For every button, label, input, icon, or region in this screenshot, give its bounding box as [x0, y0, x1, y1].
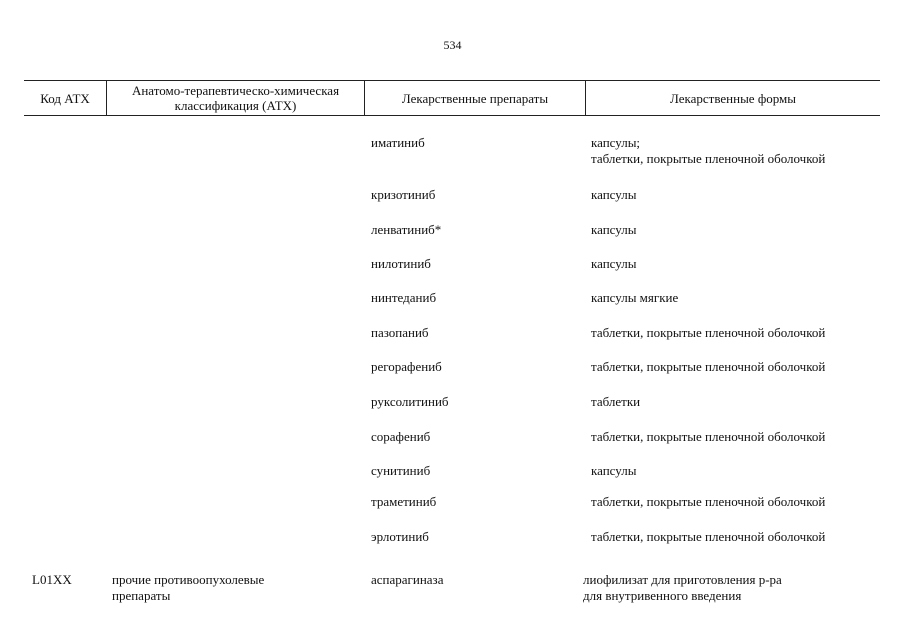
header-forms: Лекарственные формы: [669, 90, 797, 106]
header-drugs: Лекарственные препараты: [401, 90, 549, 106]
drug-form: капсулы: [591, 463, 637, 478]
drug-form: капсулы: [591, 222, 637, 237]
drug-form: капсулы: [591, 256, 637, 271]
drug-form: капсулы; таблетки, покрытые пленочной оболочкой: [591, 135, 826, 166]
header-classification: Анатомо-терапевтическо-химическая классификация (АТХ): [131, 83, 340, 113]
drug-name: ленватиниб*: [371, 222, 442, 237]
drug-name: сорафениб: [371, 429, 431, 444]
atx-classification: прочие противоопухолевые препараты: [112, 572, 265, 603]
drug-form: таблетки, покрытые пленочной оболочкой: [591, 529, 826, 544]
drug-name: траметиниб: [371, 494, 437, 509]
page-number: 534: [443, 38, 462, 52]
drug-name: нилотиниб: [371, 256, 431, 271]
drug-form: лиофилизат для приготовления р-ра для внутривенного введения: [583, 572, 782, 603]
drug-form: капсулы мягкие: [591, 290, 679, 305]
drug-name: регорафениб: [371, 359, 442, 374]
drug-name: эрлотиниб: [371, 529, 429, 544]
drug-name: кризотиниб: [371, 187, 436, 202]
atx-code: L01XX: [32, 572, 72, 587]
drug-name: сунитиниб: [371, 463, 431, 478]
drug-name: аспарагиназа: [371, 572, 444, 587]
drug-form: капсулы: [591, 187, 637, 202]
drug-name: пазопаниб: [371, 325, 429, 340]
drug-form: таблетки, покрытые пленочной оболочкой: [591, 359, 826, 374]
drug-form: таблетки: [591, 394, 641, 409]
drug-name: иматиниб: [371, 135, 425, 150]
drug-form: таблетки, покрытые пленочной оболочкой: [591, 429, 826, 444]
drug-form: таблетки, покрытые пленочной оболочкой: [591, 494, 826, 509]
drug-form: таблетки, покрытые пленочной оболочкой: [591, 325, 826, 340]
header-code: Код АТХ: [40, 90, 90, 106]
drug-name: руксолитиниб: [371, 394, 449, 409]
drug-name: нинтеданиб: [371, 290, 437, 305]
